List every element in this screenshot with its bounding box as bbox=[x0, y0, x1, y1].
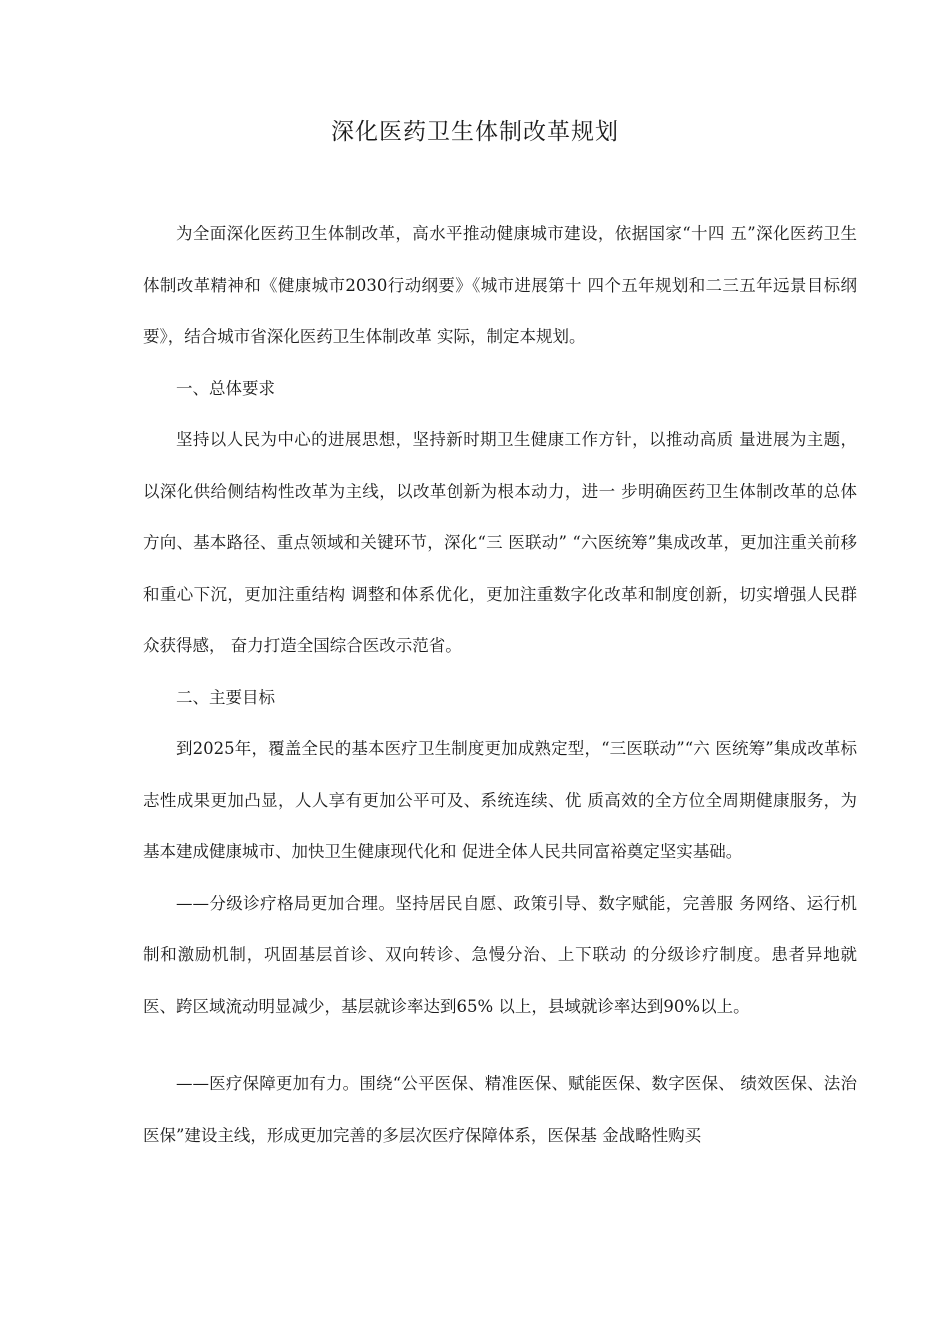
overall-requirements-paragraph: 坚持以人民为中心的进展思想，坚持新时期卫生健康工作方针，以推动高质 量进展为主题，以深化供给侧结构性改革为主线，以改革创新为根本动力，进一 步明确医药卫生体制改革的总体方向、基本路径、重点领域和关键环节，深化“三 医联动” “六医统筹”集成改革，更加注重关前移和重心下沉，更加注重结构 调整和体系优化，更加注重数字化改革和制度创新，切实增强人民群众获得感， 奋力打造全国综合医改示范省。 bbox=[143, 430, 857, 655]
section-heading-overall-requirements: 一、总体要求 bbox=[176, 378, 275, 398]
main-goals-paragraph: 到2025年，覆盖全民的基本医疗卫生制度更加成熟定型，“三医联动”“六 医统筹”集成改革标志性成果更加凸显，人人享有更加公平可及、系统连续、优 质高效的全方位全周期健康服务，为基本建成健康城市、加快卫生健康现代化和 促进全体人民共同富裕奠定坚实基础。 bbox=[143, 739, 857, 861]
document-body bbox=[143, 208, 857, 1161]
intro-paragraph: 为全面深化医药卫生体制改革，高水平推动健康城市建设，依据国家“十四 五”深化医药卫生体制改革精神和《健康城市2030行动纲要》《城市进展第十 四个五年规划和二三五年远景目标纲要》，结合城市省深化医药卫生体制改革 实际，制定本规划。 bbox=[143, 224, 857, 346]
document-title: 深化医药卫生体制改革规划 bbox=[331, 119, 619, 145]
section-heading-main-goals: 二、主要目标 bbox=[176, 687, 275, 707]
medical-insurance-paragraph: ——医疗保障更加有力。围绕“公平医保、精准医保、赋能医保、数字医保、 绩效医保、法治医保”建设主线，形成更加完善的多层次医疗保障体系，医保基 金战略性购买 bbox=[143, 1074, 857, 1145]
tiered-care-paragraph: ——分级诊疗格局更加合理。坚持居民自愿、政策引导、数字赋能，完善服 务网络、运行机制和激励机制，巩固基层首诊、双向转诊、急慢分治、上下联动 的分级诊疗制度。患者异地就医、跨区域流动明显减少，基层就诊率达到65% 以上，县域就诊率达到90%以上。 bbox=[143, 893, 857, 1016]
